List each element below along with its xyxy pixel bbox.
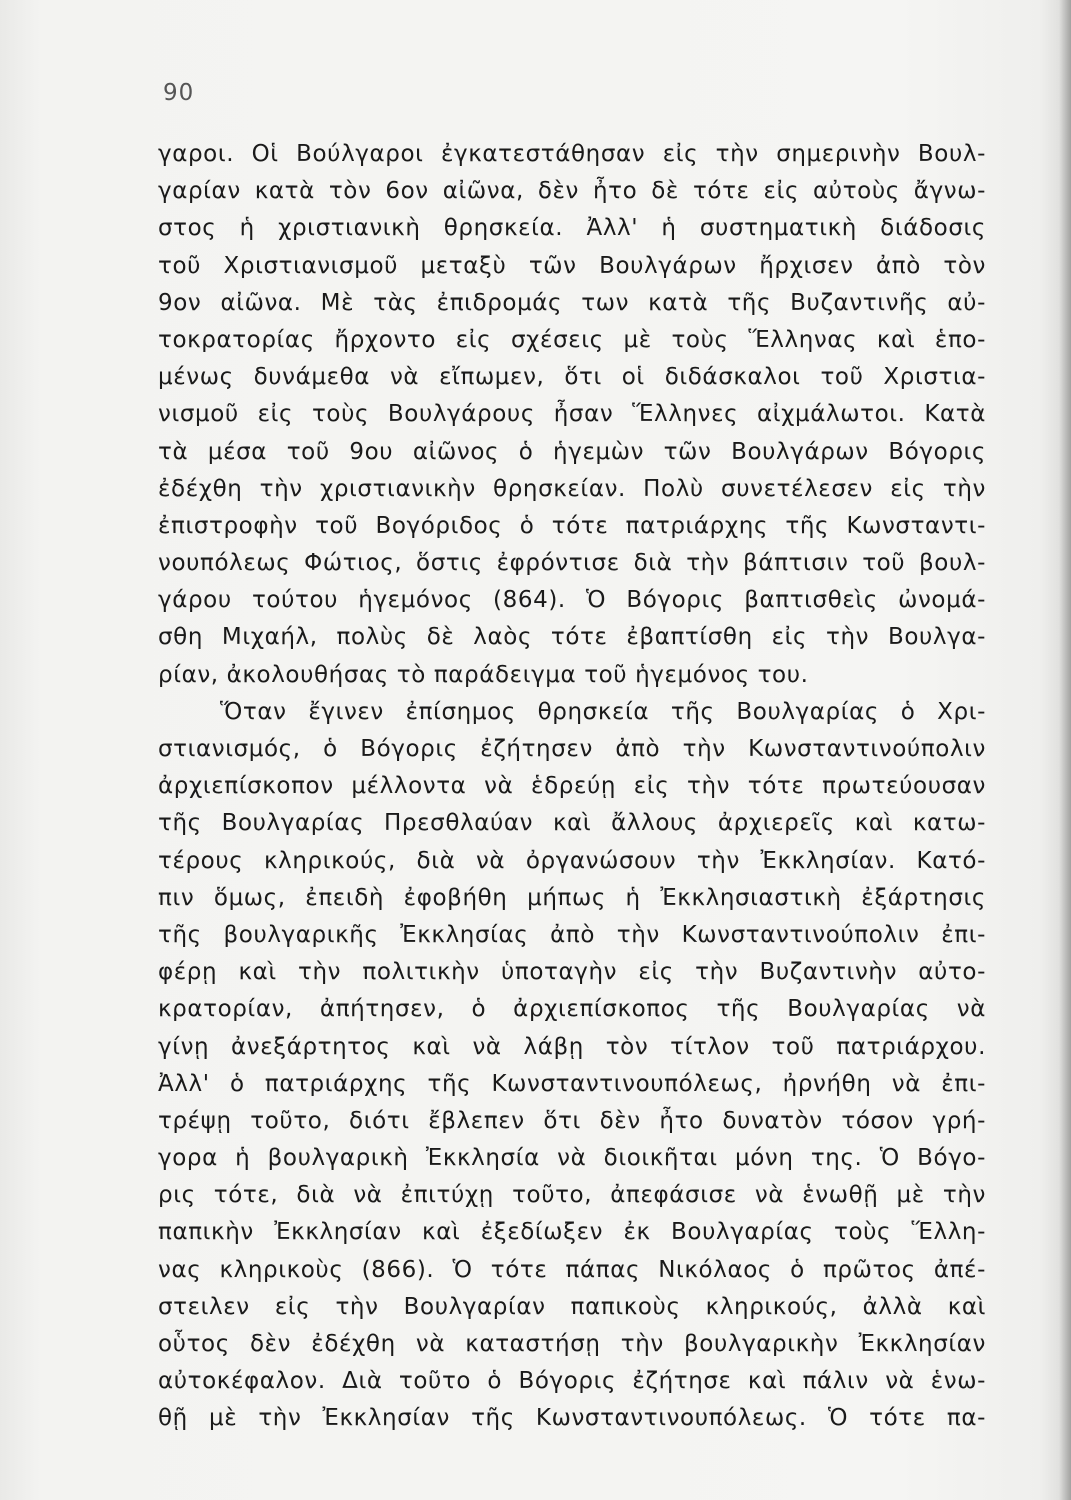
text-line: γαρίαν κατὰ τὸν 6ον αἰῶνα, δὲν ἦτο δὲ τότε εἰς αὐτοὺς ἄγνω- (158, 178, 986, 205)
text-line: νουπόλεως Φώτιος, ὅστις ἐφρόντισε διὰ τὴν βάπτισιν τοῦ βουλ- (158, 550, 986, 577)
text-line: νισμοῦ εἰς τοὺς Βουλγάρους ἦσαν Ἕλληνες αἰχμάλωτοι. Κατὰ (158, 401, 986, 428)
text-line: στιανισμός, ὁ Βόγορις ἐζήτησεν ἀπὸ τὴν Κωνσταντινούπολιν (158, 736, 986, 762)
text-line: παπικὴν Ἐκκλησίαν καὶ ἐξεδίωξεν ἐκ Βουλγαρίας τοὺς Ἕλλη- (158, 1219, 986, 1246)
page-edge-shadow (1059, 0, 1071, 1500)
text-line: ἐδέχθη τὴν χριστιανικὴν θρησκείαν. Πολὺ συνετέλεσεν εἰς τὴν (158, 475, 986, 502)
text-line: στος ἡ χριστιανικὴ θρησκεία. Ἀλλ' ἡ συστηματικὴ διάδοσις (158, 215, 986, 242)
text-line: σθη Μιχαήλ, πολὺς δὲ λαὸς τότε ἐβαπτίσθη εἰς τὴν Βουλγα- (158, 624, 986, 651)
text-line: γάρου τούτου ἡγεμόνος (864). Ὁ Βόγορις βαπτισθεὶς ὠνομά- (158, 587, 986, 614)
text-line: αὐτοκέφαλον. Διὰ τοῦτο ὁ Βόγορις ἐζήτησε καὶ πάλιν νὰ ἑνω- (158, 1368, 986, 1395)
paragraph-first-line: Ὅταν ἔγινεν ἐπίσημος θρησκεία τῆς Βουλγαρίας ὁ Χρι- (220, 698, 986, 725)
text-line: θῇ μὲ τὴν Ἐκκλησίαν τῆς Κωνσταντινουπόλεως. Ὁ τότε πα- (158, 1405, 986, 1432)
page-number: 90 (163, 80, 195, 106)
text-line: τοκρατορίας ἤρχοντο εἰς σχέσεις μὲ τοὺς Ἕλληνας καὶ ἑπο- (158, 326, 986, 353)
text-line: φέρῃ καὶ τὴν πολιτικὴν ὑποταγὴν εἰς τὴν Βυζαντινὴν αὐτο- (158, 959, 986, 986)
text-line: 9ον αἰῶνα. Μὲ τὰς ἐπιδρομάς των κατὰ τῆς Βυζαντινῆς αὐ- (158, 289, 986, 316)
text-line: οὗτος δὲν ἐδέχθη νὰ καταστήσῃ τὴν βουλγαρικὴν Ἐκκλησίαν (158, 1331, 986, 1357)
text-line: τρέψῃ τοῦτο, διότι ἔβλεπεν ὅτι δὲν ἦτο δυνατὸν τόσον γρή- (158, 1107, 986, 1134)
text-line: τέρους κληρικούς, διὰ νὰ ὀργανώσουν τὴν Ἐκκλησίαν. Κατό- (158, 847, 986, 874)
text-line: γαροι. Οἱ Βούλγαροι ἐγκατεστάθησαν εἰς τὴν σημερινὴν Βουλ- (158, 141, 986, 167)
text-line: ἐπιστροφὴν τοῦ Βογόριδος ὁ τότε πατριάρχης τῆς Κωνσταντι- (158, 512, 986, 539)
text-line: γίνῃ ἀνεξάρτητος καὶ νὰ λάβῃ τὸν τίτλον τοῦ πατριάρχου. (158, 1033, 986, 1060)
text-line: ρίαν, ἀκολουθήσας τὸ παράδειγμα τοῦ ἡγεμόνος του. (158, 661, 809, 688)
text-line: μένως δυνάμεθα νὰ εἴπωμεν, ὅτι οἱ διδάσκαλοι τοῦ Χριστια- (158, 364, 986, 391)
text-line: Ἀλλ' ὁ πατριάρχης τῆς Κωνσταντινουπόλεως, ἠρνήθη νὰ ἐπι- (158, 1070, 986, 1097)
text-line: τῆς Βουλγαρίας Πρεσθλαύαν καὶ ἄλλους ἀρχιερεῖς καὶ κατω- (158, 810, 986, 837)
text-line: τὰ μέσα τοῦ 9ου αἰῶνος ὁ ἡγεμὼν τῶν Βουλγάρων Βόγορις (158, 438, 986, 465)
text-line: γορα ἡ βουλγαρικὴ Ἐκκλησία νὰ διοικῆται μόνη της. Ὁ Βόγο- (158, 1145, 986, 1172)
text-line: στειλεν εἰς τὴν Βουλγαρίαν παπικοὺς κληρικούς, ἀλλὰ καὶ (158, 1293, 986, 1320)
text-line: τοῦ Χριστιανισμοῦ μεταξὺ τῶν Βουλγάρων ἤρχισεν ἀπὸ τὸν (158, 252, 986, 279)
text-line: ἀρχιεπίσκοπον μέλλοντα νὰ ἑδρεύῃ εἰς τὴν τότε πρωτεύουσαν (158, 773, 986, 800)
text-line: νας κληρικοὺς (866). Ὁ τότε πάπας Νικόλαος ὁ πρῶτος ἀπέ- (158, 1256, 986, 1283)
text-line: πιν ὅμως, ἐπειδὴ ἐφοβήθη μήπως ἡ Ἐκκλησιαστικὴ ἐξάρτησις (158, 884, 986, 911)
text-line: ρις τότε, διὰ νὰ ἐπιτύχῃ τοῦτο, ἀπεφάσισε νὰ ἑνωθῇ μὲ τὴν (158, 1182, 986, 1209)
text-line: τῆς βουλγαρικῆς Ἐκκλησίας ἀπὸ τὴν Κωνσταντινούπολιν ἐπι- (158, 921, 986, 948)
body-text (158, 136, 986, 1438)
text-line: κρατορίαν, ἀπήτησεν, ὁ ἀρχιεπίσκοπος τῆς Βουλγαρίας νὰ (158, 996, 986, 1023)
